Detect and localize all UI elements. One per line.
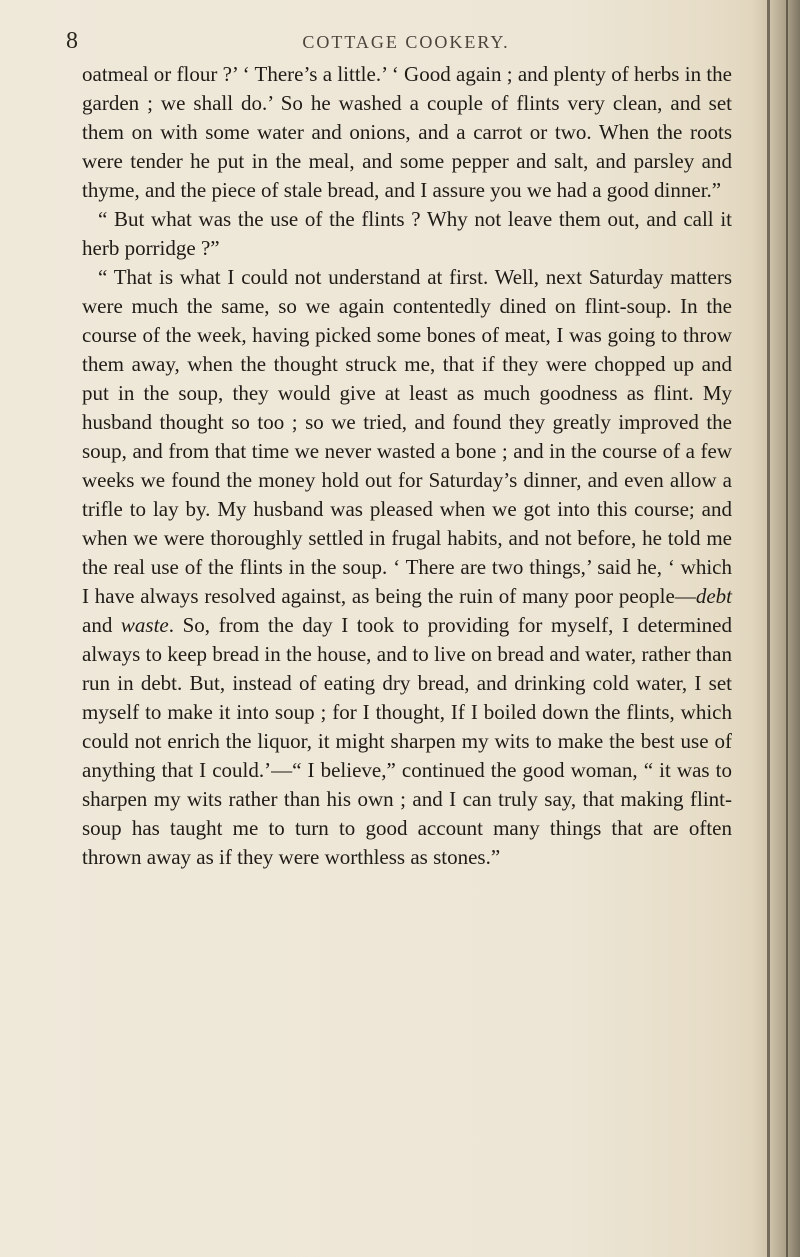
paragraph: oatmeal or flour ?’ ‘ There’s a little.’ ‘ Good again ; and plenty of herbs in the garden ; we shall do.’ So he washed a couple of flints very clean, and set them on with some water and onions, and a carrot or two. When the roots were tender he put in the meal, and some pepper and salt, and parsley and thyme, and the piece of stale bread, and I assure you we had a good dinner.”	[82, 62, 732, 202]
running-head: COTTAGE COOKERY.	[302, 32, 510, 52]
page-header	[66, 28, 746, 58]
italic-word-debt: debt	[695, 584, 732, 608]
binding-line	[767, 0, 770, 1257]
paragraph	[82, 263, 732, 872]
page-binding-edge	[752, 0, 800, 1257]
paragraph: “ But what was the use of the flints ? Why not leave them out, and call it herb porridge ?”	[82, 207, 732, 260]
paragraph-text: and	[82, 613, 121, 637]
page-number: 8	[66, 28, 78, 54]
paragraph-text: “ That is what I could not understand at first. Well, next Saturday matters were much the same, so we again contentedly dined on flint-soup. In the course of the week, having picked some bones of meat, I was going to throw them away, when the thought struck me, that if they were chopped up and put in the soup, they would give at least as much goodness as flint. My husband thought so too ; so we tried, and found they greatly improved the soup, and from that time we never wasted a bone ; and in the course of a few weeks we found the money hold out for Saturday’s dinner, and even allow a trifle to lay by. My husband was pleased when we got into this course; and when we were thoroughly settled in frugal habits, and not before, he told me the real use of the flints in the soup. ‘ There are two things,’ said he, ‘ which I have always resolved against, as being the ruin of many poor people—	[82, 265, 732, 608]
paragraph-text: . So, from the day I took to providing for myself, I determined always to keep bread in the house, and to live on bread and water, rather than run in debt. But, instead of eating dry bread, and drinking cold water, I set myself to make it into soup ; for I thought, If I boiled down the flints, which could not enrich the liquor, it might sharpen my wits to make the best use of anything that I could.’—“ I believe,” continued the good woman, “ it was to sharpen my wits rather than his own ; and I can truly say, that making flint-soup has taught me to turn to good account many things that are often thrown away as if they were worthless as stones.”	[82, 613, 732, 869]
italic-word-waste: waste	[120, 613, 169, 637]
body-text	[82, 60, 732, 872]
binding-line	[786, 0, 788, 1257]
